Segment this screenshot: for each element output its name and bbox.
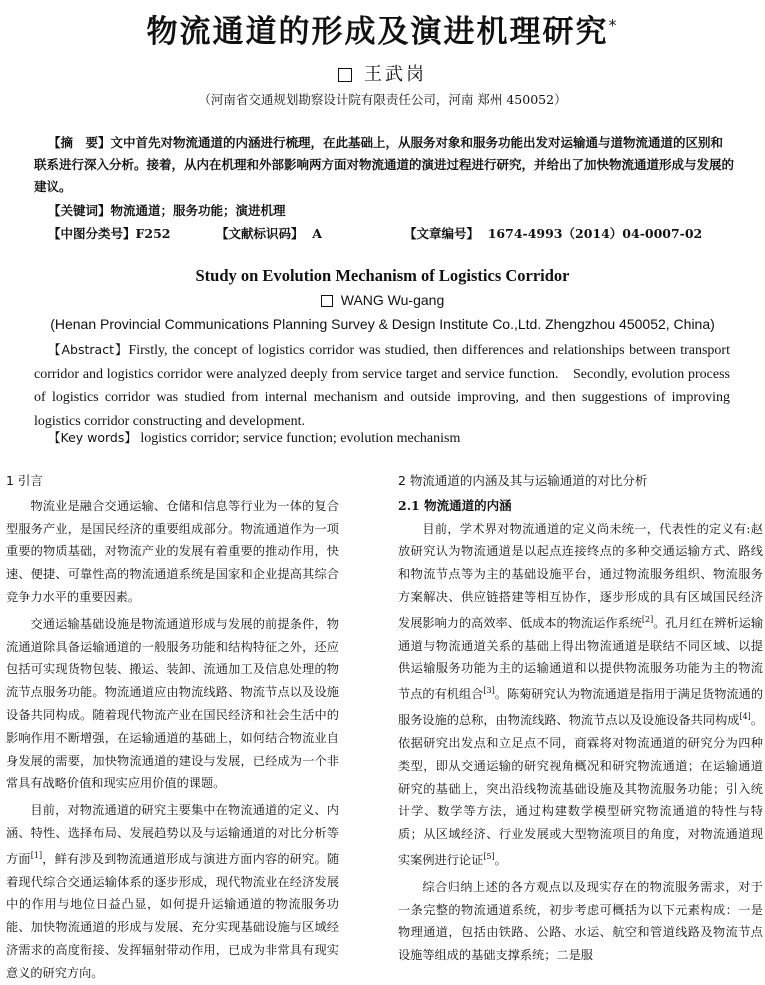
abstract-cn-text: 文中首先对物流通道的内涵进行梳理，在此基础上，从服务对象和服务功能出发对运输通与道物流通道的区别和联系进行深入分析。接着，从内在机理和外部影响两方面对物流通道的演进过程进行研究，并给出了加快物流通道形成与发展的建议。: [34, 135, 735, 194]
document-code: 【文献标识码】 A: [216, 226, 322, 241]
section-heading: 1 引言: [6, 473, 43, 488]
paragraph: 物流业是融合交通运输、仓储和信息等行业为一体的复合型服务产业，是国民经济的重要组成部分。物流通道作为一项重要的物质基础，对物流产业的发展有着重要的推动作用，快速、便捷、可靠性高的物流通道系统是国家和企业提高其综合竞争力水平的重要因素。: [6, 498, 339, 604]
subsection-heading: 2.1 物流通道的内涵: [398, 497, 512, 513]
author-cn: 王武岗: [0, 60, 765, 86]
paragraph: 综合归纳上述的各方观点以及现实存在的物流服务需求，对于一条完整的物流通道系统，初步考虑可概括为以下元素构成：一是物理通道，包括由铁路、公路、水运、航空和管道线路及物流节点设施等组成的基础支撑系统；二是服: [398, 879, 763, 963]
paragraph: 目前，学术界对物流通道的定义尚未统一，代表性的定义有:赵放研究认为物流通道是以起点连接终点的多种交通运输方式、路线和物流节点等为主的基础设施平台，通过物流服务组织、物流服务方案解决、供应链搭建等相互协作，逐步形成的具有区域国民经济发展影响力的高效率、低成本的物流运作系统[2]。孔月红在辨析运输通道与物流通道关系的基础上得出物流通道是联结不同区域、以提供运输服务功能为主的运输通道和以提供物流服务功能为主的物流节点的有机组合[3]。陈菊研究认为物流通道是指用于满足货物流通的服务设施的总称，由物流线路、物流节点以及设施设备共同构成[4]。依据研究出发点和立足点不同，商霖将对物流通道的研究分为四种类型，即从交通运输的研究视角概况和研究物流通道；在运输通道研究的基础上，突出沿线物流基础设施及其物流服务功能；引入统计学、数学等方法，通过构建数学模型研究物流通道的特性与特质；从区域经济、行业发展或大型物流项目的角度，对物流通道现实案例进行论证[5]。: [398, 521, 764, 867]
article-number: 【文章编号】 1674-4993（2014）04-0007-02: [404, 226, 703, 241]
affiliation-en: (Henan Provincial Communications Planning Survey & Design Institute Co.,Ltd. Zhengzhou 450052, China): [50, 316, 715, 332]
checkbox-square-icon: [321, 295, 333, 307]
abstract-en-text: Firstly, the concept of logistics corridor was studied, then differences and relationships between transport corridor and logistics corridor were analyzed deeply from service target and service function. Secondly, evolution process of logistics corridor was studied from internal mechanism and outside improving, and then suggestions of improving logistics corridor constructing and development.: [34, 343, 730, 429]
citation: [3]: [483, 686, 495, 696]
abstract-cn: [34, 132, 734, 198]
abstract-en-label: 【Abstract】: [48, 342, 129, 357]
keywords-cn: 【关键词】物流通道；服务功能；演进机理: [48, 203, 286, 218]
abstract-cn-label: 【摘 要】: [48, 135, 111, 150]
author-en: WANG Wu-gang: [0, 292, 765, 308]
section-heading: 2 物流通道的内涵及其与运输通道的对比分析: [398, 473, 648, 488]
citation: [1]: [30, 850, 43, 860]
right-column: [398, 470, 763, 967]
affiliation-cn: （河南省交通规划勘察设计院有限责任公司，河南 郑州 450052）: [198, 92, 567, 107]
citation: [2]: [641, 614, 654, 624]
paragraph: 交通运输基础设施是物流通道形成与发展的前提条件，物流通道除具备运输通道的一般服务功能和结构特征之外，还应包括可实现货物包装、搬运、装卸、流通加工及信息处理的物流节点服务功能。物流通道应由物流线路、物流节点以及设施设备共同构成。随着现代物流产业在国民经济和社会生活中的影响作用不断增强，在运输通道的基础上，如何结合物流业自身发展的需要，加快物流通道的建设与发展，已经成为一个非常具有战略价值和现实应用价值的课题。: [6, 616, 339, 791]
paper-title: 物流通道的形成及演进机理研究*: [146, 14, 619, 50]
keywords-en: 【Key words】 logistics corridor; service function; evolution mechanism: [48, 430, 461, 446]
checkbox-square-icon: [338, 68, 352, 82]
title-footnote-mark: *: [608, 15, 619, 35]
abstract-en: [34, 338, 730, 433]
citation: [5]: [483, 851, 495, 861]
title-en: Study on Evolution Mechanism of Logistics Corridor: [195, 266, 570, 285]
citation: [4]: [739, 712, 751, 722]
left-column: [6, 470, 339, 985]
paragraph: 目前，对物流通道的研究主要集中在物流通道的定义、内涵、特性、选择布局、发展趋势以及与运输通道的对比分析等方面[1]，鲜有涉及到物流通道形成与演进方面内容的研究。随着现代综合交通运输体系的逐步形成，现代物流业在经济发展中的作用与地位日益凸显，如何提升运输通道的物流服务功能、加快物流通道的形成与发展、充分实现基础设施与区域经济需求的高度衔接、发挥辐射带动作用，已成为非常具有现实意义的研究方向。: [6, 803, 340, 980]
clc-number: 【中图分类号】F252: [48, 226, 171, 241]
